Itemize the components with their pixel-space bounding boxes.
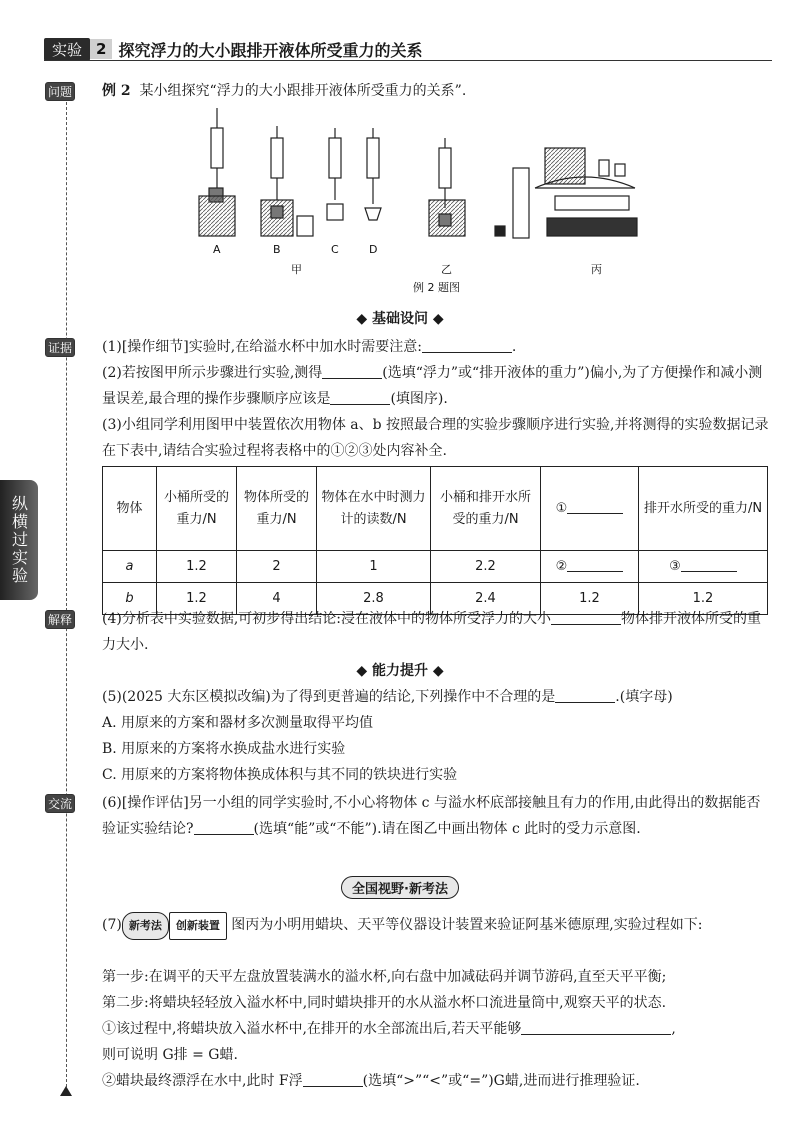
- page-marker-triangle: [60, 1086, 72, 1096]
- side-tab: 纵横过实验: [0, 480, 38, 600]
- th-bucket: 小桶所受的重力/N: [157, 467, 237, 551]
- section-national: [0, 876, 800, 899]
- cell: a: [103, 551, 157, 583]
- q2-blank-2[interactable]: [330, 389, 390, 405]
- q4-text-a: (4)分析表中实验数据,可初步得出结论:浸在液体中的物体所受浮力的大小: [102, 611, 551, 627]
- option-c: C. 用原来的方案将物体换成体积与其不同的铁块进行实验: [102, 767, 458, 783]
- question-1: (1)[操作细节]实验时,在给溢水杯中加水时需要注意: .: [102, 339, 517, 355]
- cell: 1: [317, 551, 431, 583]
- q7-s2-text-b: (选填“>”“<”或“=”)G蜡,进而进行推理验证.: [362, 1073, 640, 1089]
- side-label-question: 问题: [45, 82, 75, 101]
- th-displaced: 排开水所受的重力/N: [639, 467, 768, 551]
- cell-blank-3: ③: [639, 551, 768, 583]
- q5-text: (5)(2025 大东区模拟改编)为了得到更普遍的结论,下列操作中不合理的是: [102, 689, 556, 705]
- q6-blank[interactable]: [194, 819, 254, 835]
- group-bing: 丙: [591, 263, 602, 276]
- label-B: B: [273, 243, 281, 256]
- th-object: 物体: [103, 467, 157, 551]
- question-2: [102, 360, 770, 412]
- side-label-exchange: 交流: [45, 794, 75, 813]
- cell: 1.2: [157, 583, 237, 615]
- example-label: 例 2: [102, 83, 131, 99]
- section-header: [44, 38, 422, 60]
- cell: 2.2: [431, 551, 541, 583]
- figure-caption: 例 2 题图: [413, 281, 460, 294]
- section-advanced: ◆ 能力提升 ◆: [356, 663, 444, 679]
- q1-blank[interactable]: [422, 337, 512, 353]
- blank-1[interactable]: [567, 498, 623, 514]
- q7-intro: 图丙为小明用蜡块、天平等仪器设计装置来验证阿基米德原理,实验过程如下:: [231, 917, 703, 933]
- th-object-weight: 物体所受的重力/N: [237, 467, 317, 551]
- q5-end: .(填字母): [615, 689, 673, 705]
- experiment-figure: [195, 108, 645, 298]
- header-rule: [44, 60, 772, 61]
- q7-step2: 第二步:将蜡块轻轻放入溢水杯中,同时蜡块排开的水从溢水杯口流进量筒中,观察天平的状态.: [102, 995, 667, 1011]
- q7-s2-text-a: ②蜡块最终漂浮在水中,此时 F浮: [102, 1073, 303, 1089]
- label-D: D: [369, 243, 378, 256]
- data-table: [102, 466, 768, 615]
- side-label-explain: 解释: [45, 610, 75, 629]
- q4-blank[interactable]: [551, 609, 621, 625]
- margin-dashed-line: [66, 92, 67, 1092]
- cell: b: [103, 583, 157, 615]
- blank-3[interactable]: [681, 556, 737, 572]
- q7-s2-blank[interactable]: [303, 1071, 363, 1087]
- experiment-number: 2: [90, 39, 112, 59]
- q2-text-a: (2)若按图甲所示步骤进行实验,测得: [102, 365, 323, 381]
- national-badge: 全国视野·新考法: [341, 876, 459, 899]
- q7-s1-blank[interactable]: [521, 1019, 671, 1035]
- th-blank-1: ①: [541, 467, 639, 551]
- q7-sub2: [102, 1068, 770, 1094]
- question-7: (7) 新考法 创新装置 图丙为小明用蜡块、天平等仪器设计装置来验证阿基米德原理,实验过程如下:: [102, 912, 770, 940]
- q5-blank[interactable]: [555, 687, 615, 703]
- experiment-tag: 实验: [44, 38, 90, 61]
- innovation-tag: 创新装置: [169, 912, 227, 940]
- q4-text-b: 物体排开液体所受的重力大小.: [102, 611, 761, 653]
- label-C: C: [331, 243, 339, 256]
- th-reading: 物体在水中时测力计的读数/N: [317, 467, 431, 551]
- cell: 1.2: [639, 583, 768, 615]
- table-row: [103, 551, 768, 583]
- q1-text: (1)[操作细节]实验时,在给溢水杯中加水时需要注意:: [102, 339, 422, 355]
- q7-s1-text: ①该过程中,将蜡块放入溢水杯中,在排开的水全部流出后,若天平能够: [102, 1021, 522, 1037]
- side-label-evidence: 证据: [45, 338, 75, 357]
- cell-blank-2: ②: [541, 551, 639, 583]
- new-method-tag: 新考法: [122, 912, 169, 940]
- cell: 4: [237, 583, 317, 615]
- q7-sub1-cont: 则可说明 G排 = G蜡.: [102, 1047, 238, 1063]
- cell: 2.4: [431, 583, 541, 615]
- question-6: [102, 790, 770, 842]
- section-basic: ◆ 基础设问 ◆: [356, 311, 444, 327]
- table-header-row: [103, 467, 768, 551]
- page-title: 探究浮力的大小跟排开液体所受重力的关系: [118, 40, 423, 60]
- label-A: A: [213, 243, 221, 256]
- question-3: (3)小组同学利用图甲中装置依次用物体 a、b 按照最合理的实验步骤顺序进行实验,并将测得的实验数据记录在下表中,请结合实验过程将表格中的①②③处内容补全.: [102, 417, 769, 459]
- example-line: [102, 78, 770, 104]
- group-yi: 乙: [441, 263, 452, 276]
- group-jia: 甲: [291, 263, 302, 276]
- example-text: 某小组探究“浮力的大小跟排开液体所受重力的关系”.: [139, 83, 467, 99]
- q6-text-a: (6)[操作评估]另一小组的同学实验时,不小心将物体 c 与溢水杯底部接触且有力的作用,由此得出的数据能否验证实验结论?: [102, 795, 761, 837]
- cell: 2.8: [317, 583, 431, 615]
- cell: 1.2: [157, 551, 237, 583]
- th-bucket-water: 小桶和排开水所受的重力/N: [431, 467, 541, 551]
- question-5: [102, 684, 770, 710]
- question-4: [102, 606, 770, 658]
- cell: 1.2: [541, 583, 639, 615]
- option-a: A. 用原来的方案和器材多次测量取得平均值: [102, 715, 374, 731]
- q2-text-c: (填图序).: [390, 391, 448, 407]
- q2-text-b: (选填“浮力”或“排开液体的重力”)偏小,为了方便操作和减小测量误差,最合理的操作步骤顺序应该是: [102, 365, 763, 407]
- option-b: B. 用原来的方案将水换成盐水进行实验: [102, 741, 346, 757]
- q6-text-b: (选填“能”或“不能”).请在图乙中画出物体 c 此时的受力示意图.: [253, 821, 641, 837]
- q2-blank-1[interactable]: [322, 363, 382, 379]
- cell: 2: [237, 551, 317, 583]
- blank-2[interactable]: [567, 556, 623, 572]
- q7-sub1: ①该过程中,将蜡块放入溢水杯中,在排开的水全部流出后,若天平能够 ,: [102, 1021, 676, 1037]
- q7-step1: 第一步:在调平的天平左盘放置装满水的溢水杯,向右盘中加减砝码并调节游码,直至天平平衡;: [102, 969, 667, 985]
